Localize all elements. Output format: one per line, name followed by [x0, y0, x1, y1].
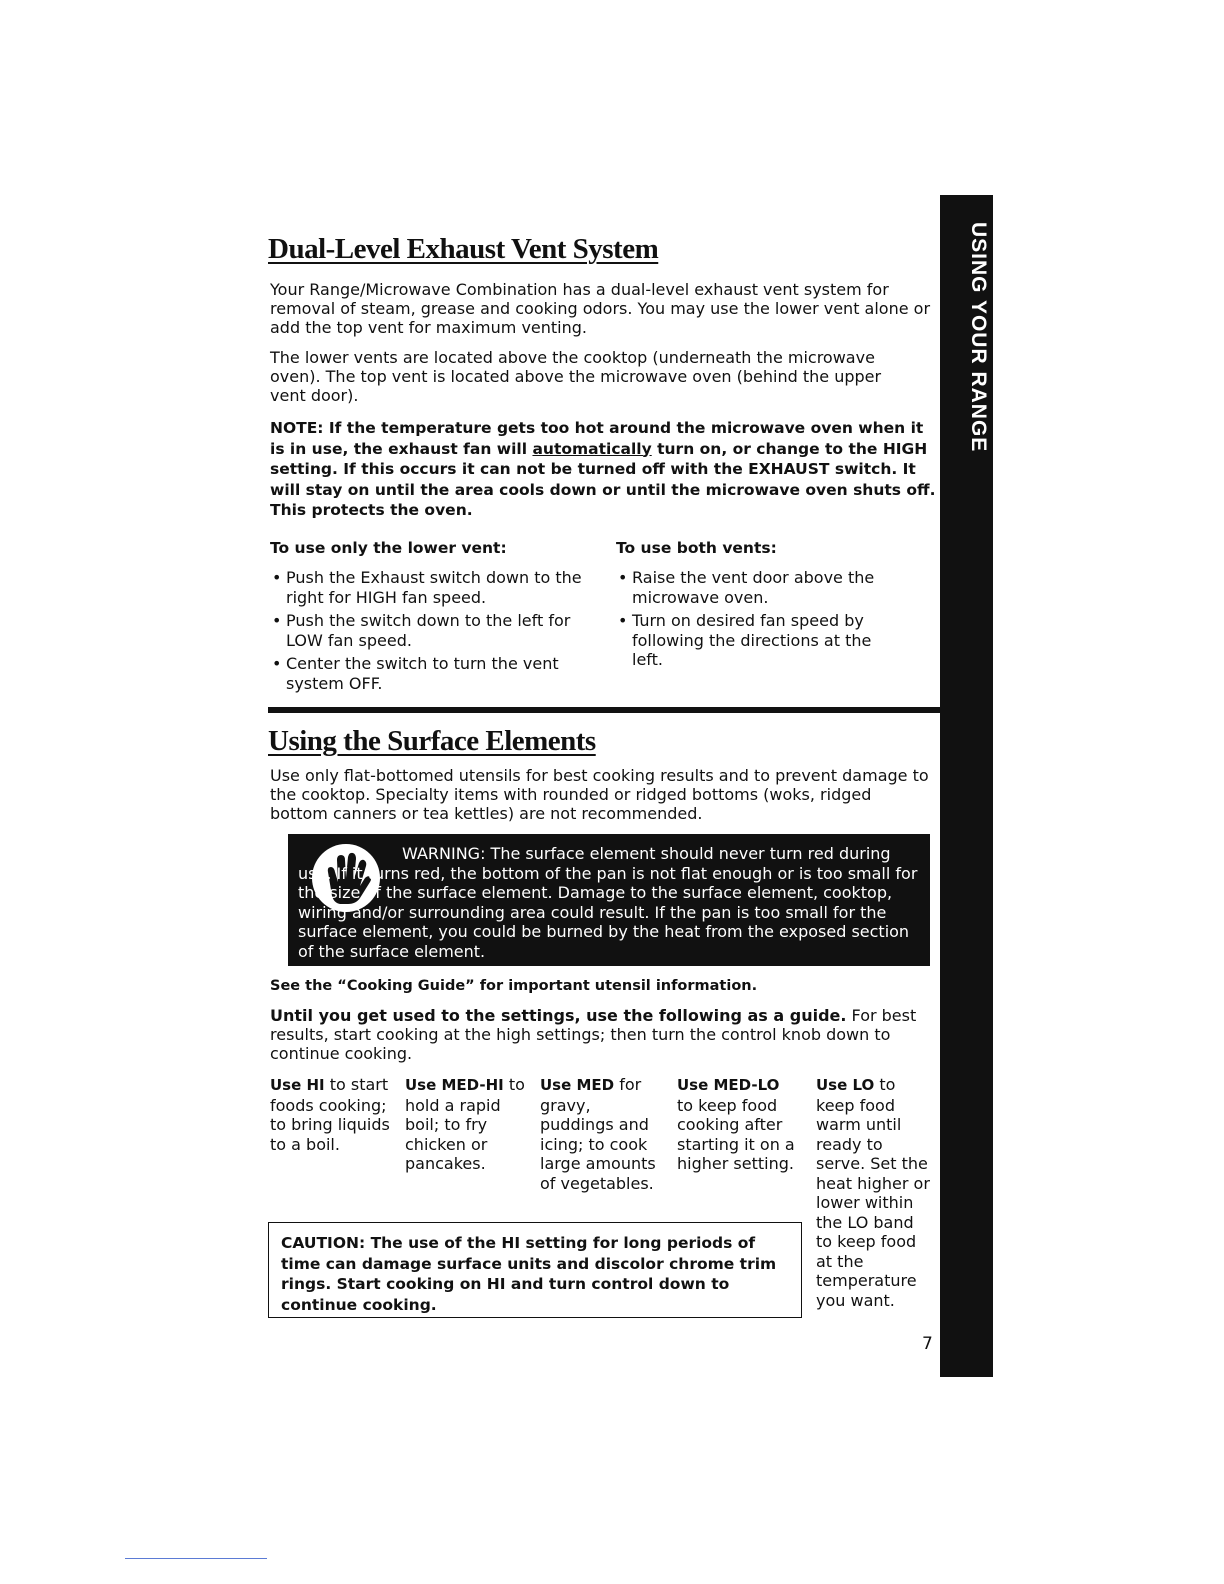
lower-vent-heading: To use only the lower vent: [270, 539, 507, 557]
vent-location-paragraph: The lower vents are located above the cooktop (underneath the microwave oven). The top vent is located above the microwave oven (behind the upper vent door). [270, 348, 882, 405]
setting-med-lo-label: Use MED-LO [677, 1076, 780, 1094]
list-item: • Center the switch to turn the vent system OFF. [270, 654, 590, 693]
setting-med-hi [405, 1075, 527, 1174]
setting-hi-desc: to start foods cooking; to bring liquids to a boil. [270, 1075, 390, 1154]
setting-med-lo-desc: to keep food cooking after starting it on a higher setting. [677, 1095, 795, 1173]
both-vents-heading: To use both vents: [616, 539, 777, 557]
setting-hi-label: Use HI [270, 1076, 325, 1094]
warning-text [298, 844, 926, 961]
exhaust-intro-paragraph: Your Range/Microwave Combination has a dual-level exhaust vent system for removal of steam, grease and cooking odors. You may use the lower vent alone or add the top vent for maximum venting. [270, 280, 931, 337]
warning-message: WARNING: The surface element should never turn red during use. If it turns red, the bottom of the pan is not flat enough or is too small for the size of the surface element. Damage to the surface element, cooktop, wiring and/or surrounding area could result. If the pan is too small for the surface element, you could be burned by the heat from the exposed section of the surface element. [298, 844, 918, 961]
setting-med [540, 1075, 660, 1193]
section-title-surface-elements: Using the Surface Elements [268, 725, 596, 757]
setting-lo [816, 1075, 934, 1310]
side-tab-label: USING YOUR RANGE [967, 222, 990, 453]
warning-box [288, 834, 930, 966]
setting-lo-label: Use LO [816, 1076, 875, 1094]
cooking-guide-note: See the “Cooking Guide” for important utensil information. [270, 978, 758, 994]
setting-med-label: Use MED [540, 1076, 615, 1094]
setting-hi [270, 1075, 390, 1154]
lower-vent-list [270, 568, 590, 697]
list-item: • Push the Exhaust switch down to the right for HIGH fan speed. [270, 568, 590, 607]
note-text-end: turn on, or change to the HIGH setting. If this occurs it can not be turned off with the EXHAUST switch. It will stay on until the area cools down or until the microwave oven shuts off. This protects the oven. [270, 439, 936, 519]
settings-guide-paragraph [270, 1006, 938, 1063]
note-text-start: NOTE: If the temperature gets too hot around the microwave oven when it is in use, the exhaust fan will [270, 419, 924, 458]
both-vents-list [616, 568, 886, 674]
note-underlined-word: automatically [532, 439, 652, 458]
setting-med-desc: for gravy, puddings and icing; to cook large amounts of vegetables. [540, 1075, 656, 1193]
section-title-exhaust: Dual-Level Exhaust Vent System [268, 233, 659, 265]
note-paragraph [270, 418, 942, 521]
setting-med-lo [677, 1075, 799, 1174]
setting-med-hi-label: Use MED-HI [405, 1076, 504, 1094]
list-item: • Turn on desired fan speed by following the directions at the left. [616, 611, 886, 670]
settings-guide-rest: For best results, start cooking at the high settings; then turn the control knob down to continue cooking. [270, 1006, 917, 1063]
settings-guide-bold: Until you get used to the settings, use the following as a guide. [270, 1006, 847, 1025]
caution-text: CAUTION: The use of the HI setting for long periods of time can damage surface units and discolor chrome trim rings. Start cooking on HI and turn control down to continue cooking. [281, 1234, 777, 1314]
list-item: • Push the switch down to the left for LOW fan speed. [270, 611, 590, 650]
setting-lo-desc: to keep food warm until ready to serve. Set the heat higher or lower within the LO band to keep food at the temperature you want. [816, 1075, 930, 1310]
list-item: • Raise the vent door above the microwave oven. [616, 568, 886, 607]
setting-med-hi-desc: to hold a rapid boil; to fry chicken or pancakes. [405, 1075, 525, 1173]
section-divider [268, 707, 942, 713]
surface-intro-paragraph: Use only flat-bottomed utensils for best cooking results and to prevent damage to the cooktop. Specialty items with rounded or ridged bottoms (woks, ridged bottom canners or tea kettles) are not recommended. [270, 766, 929, 823]
caution-box [268, 1222, 802, 1318]
page-number: 7 [922, 1334, 933, 1354]
footer-line [125, 1558, 267, 1559]
